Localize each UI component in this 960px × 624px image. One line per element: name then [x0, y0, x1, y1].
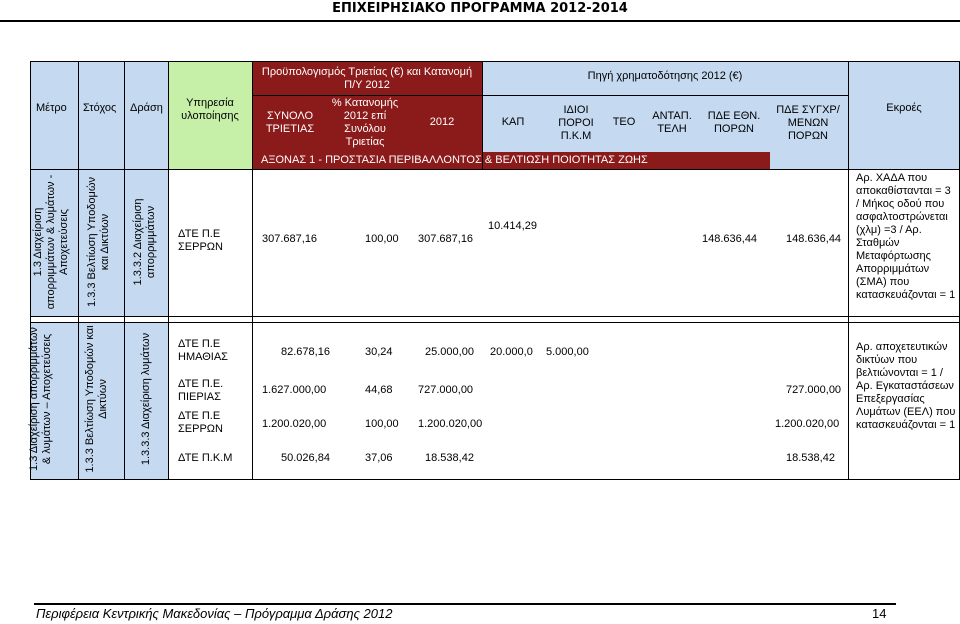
header-drasi: Δράση: [130, 102, 163, 114]
s1-kap: 10.414,29: [488, 220, 537, 232]
grid-line: [30, 322, 960, 323]
grid-line: [30, 61, 960, 62]
grid-line: [252, 61, 253, 480]
s1-synolo: 307.687,16: [262, 233, 318, 245]
s2-row4-ypiresia: ΔΤΕ Π.Κ.Μ: [178, 452, 233, 464]
s2-row3-sygxr: 1.200.020,00: [775, 418, 840, 430]
s2-stoxos: 1.3.3 Βελτίωση Υποδομών και Δικτύων: [84, 325, 109, 473]
page-title: ΕΠΙΧΕΙΡΗΣΙΑΚΟ ΠΡΟΓΡΑΜΜΑ 2012-2014: [332, 1, 628, 16]
s2-row3-synolo: 1.200.020,00: [262, 418, 327, 430]
s1-2012: 307.687,16: [418, 233, 474, 245]
grid-line: [482, 61, 483, 169]
header-kap: ΚΑΠ: [501, 116, 525, 128]
grid-line: [482, 95, 848, 96]
header-source-group: Πηγή χρηματοδότησης 2012 (€): [587, 70, 743, 82]
s2-drasi: 1.3.3.3 Διαχείριση λυμάτων: [140, 332, 152, 466]
grid-line: [848, 61, 849, 480]
s2-row2-sygxr: 727.000,00: [786, 384, 842, 396]
s1-metro: 1.3 Διαχείριση απορριμμάτων & λυμάτων - Αποχετεύσεις: [32, 174, 70, 310]
s1-ekroes: Αρ. ΧΑΔΑ που αποκαθίστανται = 3 / Μήκος οδού που ασφαλτοστρώνεται (χλμ) =3 / Αρ. Σταθμών Μεταφόρτωσης Απορριμμάτων (ΣΜΑ) που κατασκευάζονται = 1: [856, 172, 956, 301]
s2-row1-synolo: 82.678,16: [281, 346, 330, 358]
grid-line: [30, 169, 960, 170]
header-metro: Μέτρο: [36, 102, 67, 114]
s2-row1-kap: 20.000,0: [490, 346, 533, 358]
s2-row3-2012: 1.200.020,00: [418, 418, 483, 430]
s1-ypiresia: ΔΤΕ Π.Ε ΣΕΡΡΩΝ: [178, 228, 223, 253]
s1-stoxos: 1.3.3 Βελτίωση Υποδομών και Δικτύων: [86, 177, 111, 307]
header-ypiresia: Υπηρεσία υλοποίησης: [181, 97, 239, 122]
header-outputs-bg: [848, 62, 960, 169]
s2-row4-sygxr: 18.538,42: [786, 452, 835, 464]
s1-pde-eth: 148.636,44: [702, 233, 758, 245]
header-antap: ΑΝΤΑΠ. ΤΕΛΗ: [652, 110, 692, 135]
header-teo: ΤΕΟ: [612, 116, 636, 128]
footer-rule: [34, 603, 896, 605]
header-budget-group: Προϋπολογισμός Τριετίας (€) και Κατανομή Π/Υ 2012: [261, 66, 473, 91]
grid-line: [78, 61, 79, 480]
s2-metro: 1.3 Διαχείριση απορριμμάτων & λυμάτων – Αποχετεύσεις: [28, 327, 53, 471]
s2-row1-idioi: 5.000,00: [546, 346, 589, 358]
s1-pde-sygxr: 148.636,44: [786, 233, 842, 245]
s2-row1-pct: 30,24: [365, 346, 393, 358]
grid-line: [30, 316, 960, 317]
header-synolo: ΣΥΝΟΛΟ ΤΡΙΕΤΙΑΣ: [265, 110, 315, 135]
s2-row4-2012: 18.538,42: [425, 452, 474, 464]
s2-row2-pct: 44,68: [365, 384, 393, 396]
s2-row2-ypiresia: ΔΤΕ Π.Ε. ΠΙΕΡΙΑΣ: [178, 378, 224, 403]
grid-line: [30, 479, 960, 480]
s2-row4-synolo: 50.026,84: [281, 452, 330, 464]
header-pde-eth: ΠΔΕ ΕΘΝ. ΠΟΡΩΝ: [707, 110, 761, 135]
page-number: 14: [872, 606, 887, 621]
footer-text: Περιφέρεια Κεντρικής Μακεδονίας – Πρόγραμμα Δράσης 2012: [36, 606, 393, 621]
header-pde-sygxr: ΠΔΕ ΣΥΓΧΡ/ΜΕΝΩΝ ΠΟΡΩΝ: [776, 104, 840, 142]
header-2012: 2012: [429, 116, 455, 128]
grid-line: [124, 61, 125, 480]
title-rule: [0, 20, 960, 22]
header-pct: % Κατανομής 2012 επί Συνόλου Τριετίας: [331, 97, 399, 148]
header-idioi: ΙΔΙΟΙ ΠΟΡΟΙ Π.Κ.Μ: [558, 104, 594, 142]
s2-row4-pct: 37,06: [365, 452, 393, 464]
axis-title: ΑΞΟΝΑΣ 1 - ΠΡΟΣΤΑΣΙΑ ΠΕΡΙΒΑΛΛΟΝΤΟΣ & ΒΕΛΤΙΩΣΗ ΠΟΙΟΤΗΤΑΣ ΖΩΗΣ: [261, 154, 648, 166]
grid-line: [252, 95, 482, 96]
s2-row3-pct: 100,00: [365, 418, 399, 430]
s2-row2-synolo: 1.627.000,00: [262, 384, 327, 396]
s2-row1-2012: 25.000,00: [425, 346, 474, 358]
s2-row2-2012: 727.000,00: [418, 384, 474, 396]
s1-drasi: 1.3.3.2 Διαχείριση απορριμμάτων: [132, 198, 157, 286]
s2-ekroes: Αρ. αποχετευτικών δικτύων που βελτιώνονται = 1 / Αρ. Εγκαταστάσεων Επεξεργασίας Λυμάτων (ΕΕΛ) που κατασκευάζονται = 1: [856, 341, 956, 431]
s2-row3-ypiresia: ΔΤΕ Π.Ε ΣΕΡΡΩΝ: [178, 410, 223, 435]
s1-pct: 100,00: [365, 233, 399, 245]
header-ekroes: Εκροές: [886, 102, 922, 114]
grid-line: [168, 61, 169, 480]
s2-row1-ypiresia: ΔΤΕ Π.Ε ΗΜΑΘΙΑΣ: [178, 338, 228, 363]
header-stoxos: Στόχος: [83, 102, 117, 114]
